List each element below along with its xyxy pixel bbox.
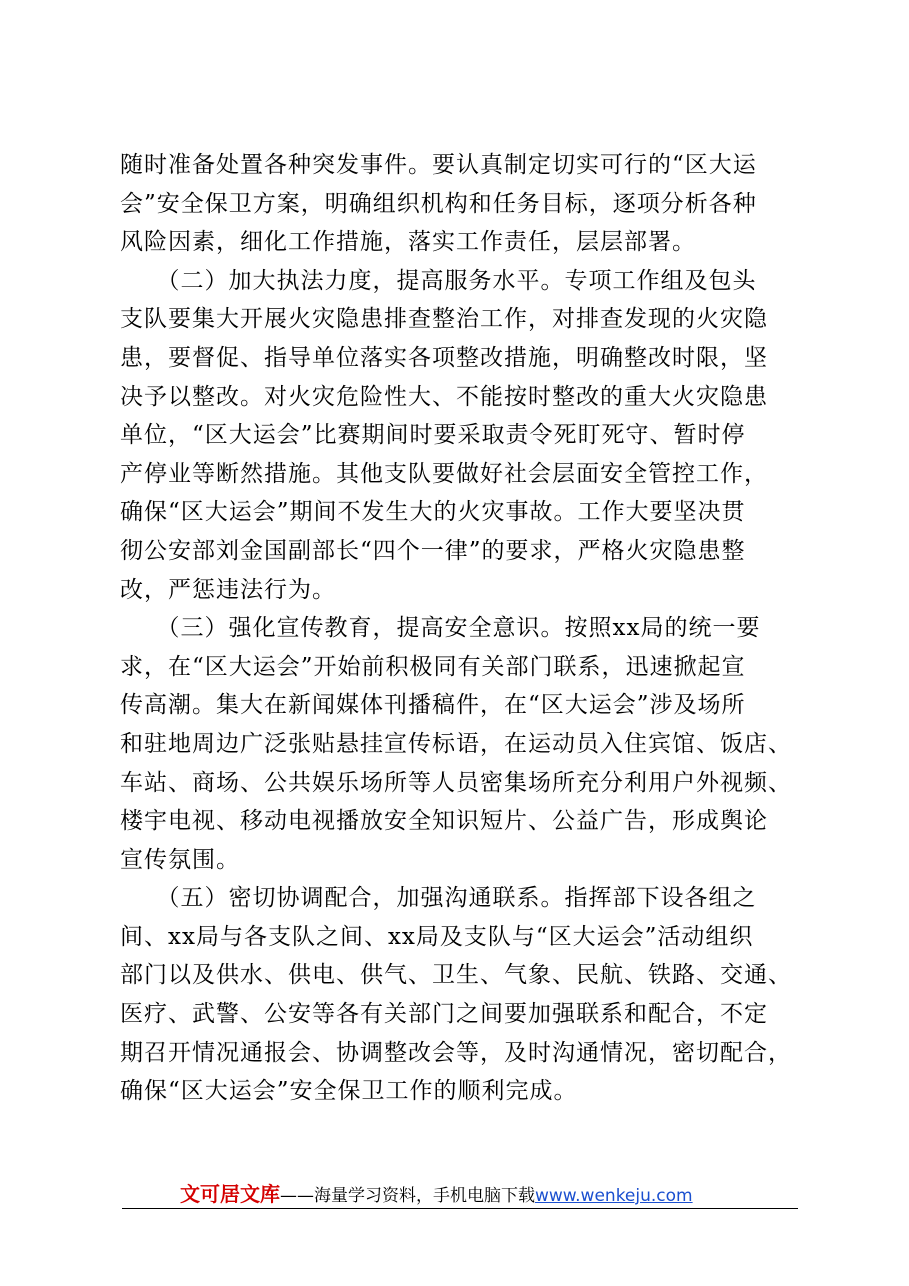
text-line: 支队要集大开展火灾隐患排查整治工作，对排查发现的火灾隐 (120, 306, 768, 333)
text-line: 医疗、武警、公安等各有关部门之间要加强联系和配合，不定 (120, 1001, 768, 1028)
text-line: 改，严惩违法行为。 (120, 576, 336, 603)
text-line: 楼宇电视、移动电视播放安全知识短片、公益广告，形成舆论 (120, 808, 768, 835)
text-line: 确保“区大运会”安全保卫工作的顺利完成。 (120, 1078, 578, 1105)
text-line: 单位，“区大运会”比赛期间时要采取责令死盯死守、暂时停 (120, 422, 746, 449)
text-line: 产停业等断然措施。其他支队要做好社会层面安全管控工作， (120, 460, 768, 487)
text-line: 求，在“区大运会”开始前积极同有关部门联系，迅速掀起宣 (120, 653, 746, 680)
text-line: 和驻地周边广泛张贴悬挂宣传标语，在运动员入住宾馆、饭店、 (120, 730, 792, 757)
footer-tagline: ——海量学习资料，手机电脑下载 (280, 1186, 535, 1206)
text-line: 随时准备处置各种突发事件。要认真制定切实可行的“区大运 (120, 152, 757, 178)
text-line: 部门以及供水、供电、供气、卫生、气象、民航、铁路、交通、 (120, 962, 792, 989)
text-line: （二）加大执法力度，提高服务水平。专项工作组及包头 (120, 267, 757, 294)
text-line: （五）密切协调配合，加强沟通联系。指挥部下设各组之 (120, 885, 757, 912)
text-line: （三）强化宣传教育，提高安全意识。按照xx局的统一要 (120, 615, 761, 642)
text-line: 间、xx局与各支队之间、xx局及支队与“区大运会”活动组织 (120, 923, 754, 950)
text-line: 会”安全保卫方案，明确组织机构和任务目标，逐项分析各种 (120, 190, 757, 217)
text-line: 期召开情况通报会、协调整改会等，及时沟通情况，密切配合， (120, 1039, 792, 1066)
text-line: 确保“区大运会”期间不发生大的火灾事故。工作大要坚决贯 (120, 499, 746, 526)
text-line: 宣传氛围。 (120, 846, 240, 873)
footer-row (180, 1182, 693, 1208)
footer-url-link[interactable]: www.wenkeju.com (535, 1186, 693, 1206)
text-line: 风险因素，细化工作措施，落实工作责任，层层部署。 (120, 229, 696, 256)
text-line: 决予以整改。对火灾危险性大、不能按时整改的重大火灾隐患 (120, 383, 768, 410)
text-line: 传高潮。集大在新闻媒体刊播稿件，在“区大运会”涉及场所 (120, 692, 746, 719)
text-line: 患，要督促、指导单位落实各项整改措施，明确整改时限，坚 (120, 344, 768, 371)
text-line: 车站、商场、公共娱乐场所等人员密集场所充分利用户外视频、 (120, 769, 792, 796)
document-body (120, 146, 810, 1111)
footer-divider (122, 1208, 798, 1209)
text-line: 彻公安部刘金国副部长“四个一律”的要求，严格火灾隐患整 (120, 537, 746, 564)
footer-brand: 文可居文库 (180, 1182, 280, 1206)
